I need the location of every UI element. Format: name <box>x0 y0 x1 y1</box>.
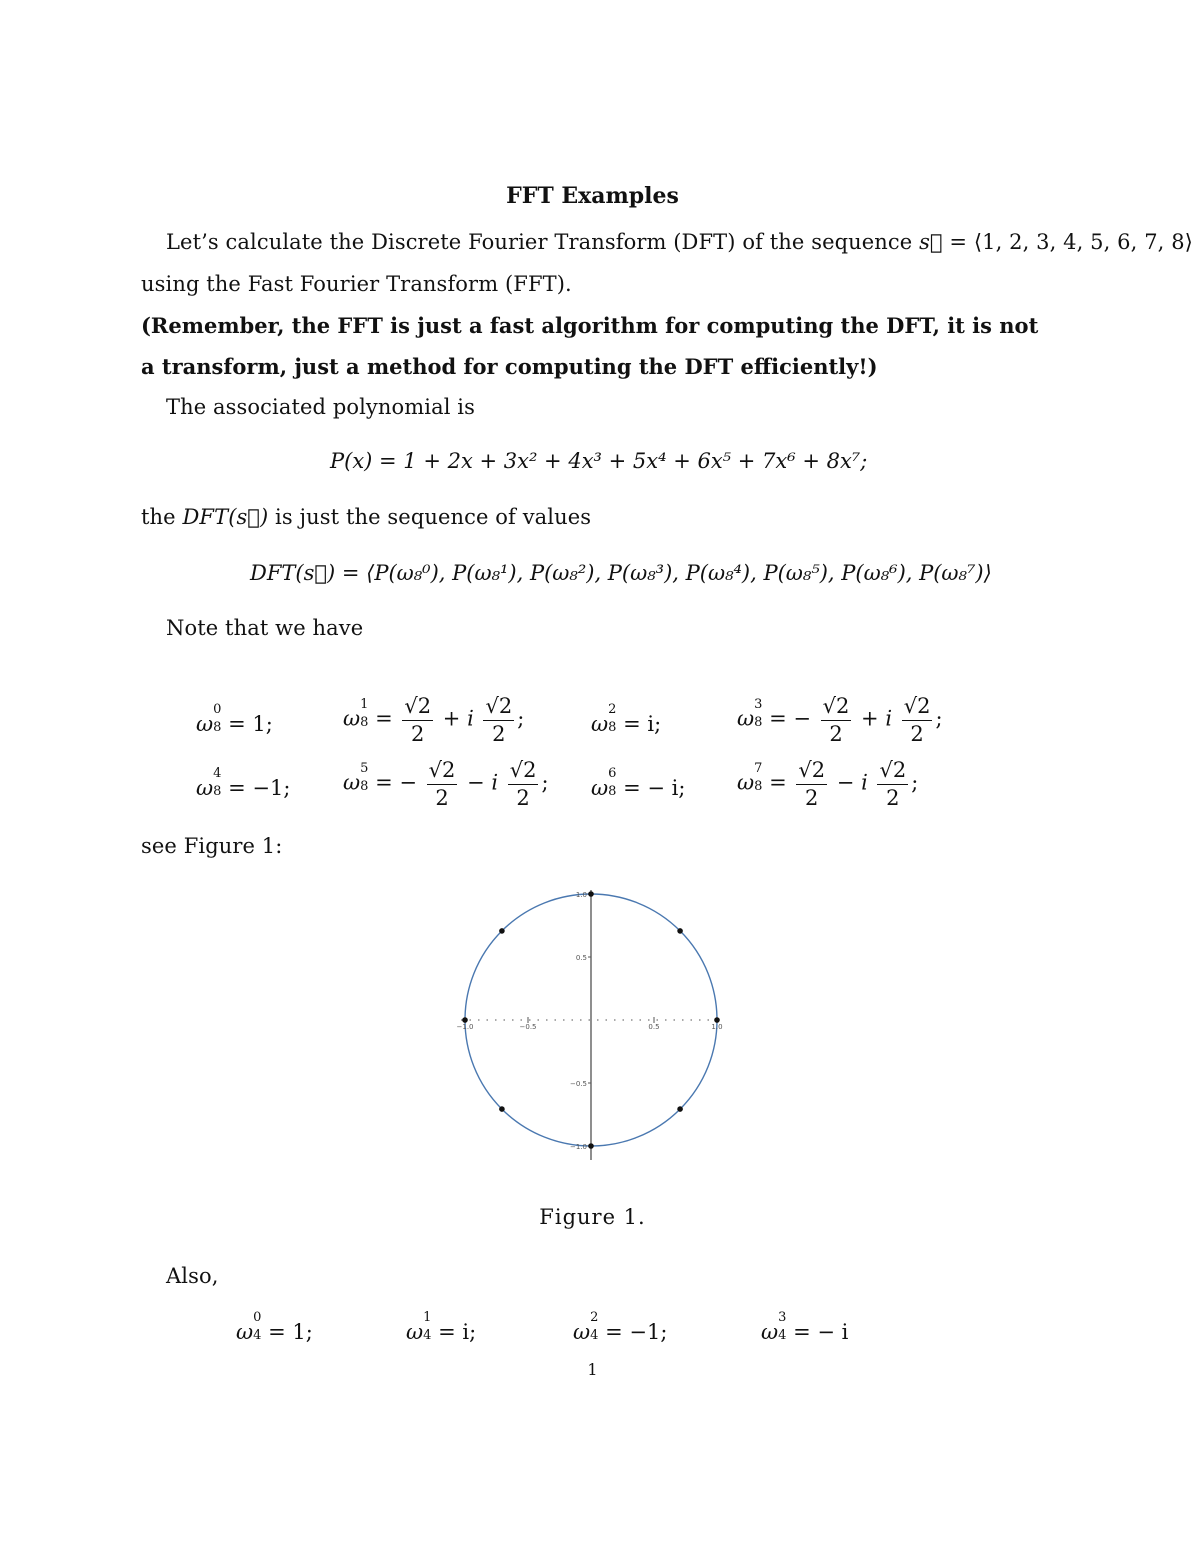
den-two: 2 <box>829 722 843 746</box>
polynomial-intro: The associated polynomial is <box>166 395 476 419</box>
root8-0: ω 0 8 = 1; <box>196 702 273 736</box>
root4-3: ω 3 4 = − i <box>761 1310 849 1344</box>
y-tick-label: 0.5 <box>575 954 587 962</box>
root8-7: ω 7 8 = $\frac{√2}{2}$ − i $\frac{√2}{2}$ ; <box>737 758 919 810</box>
root8-2: ω 2 8 = i; <box>591 702 662 736</box>
x-tick-label: −0.5 <box>519 1023 537 1031</box>
y-tick-label: −0.5 <box>570 1080 587 1088</box>
root-point <box>499 1106 505 1112</box>
dft-intro <box>141 505 591 529</box>
root8-1: ω 1 8 = $\frac{√2}{2}$ + i $\frac{√2}{2}$ ; <box>343 694 525 746</box>
also-line: Also, <box>166 1264 219 1288</box>
unit-circle-plot <box>452 880 732 1160</box>
den-two: 2 <box>886 786 900 810</box>
page-number: 1 <box>587 1360 598 1379</box>
note-line: Note that we have <box>166 616 364 640</box>
root8-4-value: = −1; <box>228 776 291 800</box>
root4-0-value: = 1; <box>268 1320 313 1344</box>
intro-text: Let’s calculate the Discrete Fourier Transform (DFT) of the sequence <box>166 230 913 254</box>
sqrt2-num: √2 <box>508 758 539 785</box>
root-point <box>588 891 594 897</box>
root4-2: ω 2 4 = −1; <box>573 1310 668 1344</box>
figure-caption: Figure 1. <box>539 1205 646 1229</box>
intro-line-1 <box>166 230 1193 254</box>
root4-2-value: = −1; <box>605 1320 668 1344</box>
dft-intro-expr: DFT(s⃗) <box>182 505 269 529</box>
x-tick-label: 0.5 <box>648 1023 660 1031</box>
root-point <box>714 1017 720 1023</box>
sqrt2-num: √2 <box>877 758 908 785</box>
x-tick-label: 1.0 <box>711 1023 723 1031</box>
den-two: 2 <box>805 786 819 810</box>
dft-intro-prefix: the <box>141 505 176 529</box>
root4-0: ω 0 4 = 1; <box>236 1310 313 1344</box>
y-tick-label: 1.0 <box>575 891 587 899</box>
root8-6: ω 6 8 = − i; <box>591 766 686 800</box>
den-two: 2 <box>516 786 530 810</box>
sqrt2-num: √2 <box>483 694 514 721</box>
root8-5: ω 5 8 = − $\frac{√2}{2}$ − i $\frac{√2}{2}$ ; <box>343 758 549 810</box>
root4-1: ω 1 4 = i; <box>406 1310 477 1344</box>
sqrt2-num: √2 <box>402 694 433 721</box>
page-title: FFT Examples <box>506 183 679 209</box>
sequence-values: = ⟨1, 2, 3, 4, 5, 6, 7, 8⟩ <box>949 230 1193 254</box>
sequence-symbol: s⃗ <box>919 230 943 254</box>
dft-definition: DFT(s⃗) = ⟨P(ω₈⁰), P(ω₈¹), P(ω₈²), P(ω₈³), P(ω₈⁴), P(ω₈⁵), P(ω₈⁶), P(ω₈⁷)⟩ <box>250 561 992 585</box>
den-two: 2 <box>435 786 449 810</box>
root-point <box>677 1106 683 1112</box>
y-tick-label: −1.0 <box>570 1143 587 1151</box>
polynomial-equation: P(x) = 1 + 2x + 3x² + 4x³ + 5x⁴ + 6x⁵ + 7x⁶ + 8x⁷; <box>330 449 868 473</box>
sqrt2-num: √2 <box>821 694 852 721</box>
see-figure: see Figure 1: <box>141 834 283 858</box>
sqrt2-num: √2 <box>902 694 933 721</box>
den-two: 2 <box>910 722 924 746</box>
den-two: 2 <box>492 722 506 746</box>
sqrt2-num: √2 <box>796 758 827 785</box>
root8-4: ω 4 8 = −1; <box>196 766 291 800</box>
remember-line-2: a transform, just a method for computing the DFT efficiently!) <box>141 354 878 379</box>
root8-2-value: = i; <box>623 712 662 736</box>
root8-3: ω 3 8 = − $\frac{√2}{2}$ + i $\frac{√2}{2}$ ; <box>737 694 943 746</box>
root-point <box>677 928 683 934</box>
root4-1-value: = i; <box>438 1320 477 1344</box>
remember-line-1: (Remember, the FFT is just a fast algorithm for computing the DFT, it is not <box>141 313 1039 338</box>
root8-6-value: = − i; <box>623 776 686 800</box>
root4-3-value: = − i <box>793 1320 849 1344</box>
root-point <box>499 928 505 934</box>
dft-intro-suffix: is just the sequence of values <box>275 505 592 529</box>
root8-0-value: = 1; <box>228 712 273 736</box>
sqrt2-num: √2 <box>427 758 458 785</box>
root-point <box>462 1017 468 1023</box>
den-two: 2 <box>411 722 425 746</box>
root-point <box>588 1143 594 1149</box>
x-tick-label: −1.0 <box>456 1023 474 1031</box>
intro-line-2: using the Fast Fourier Transform (FFT). <box>141 272 572 296</box>
